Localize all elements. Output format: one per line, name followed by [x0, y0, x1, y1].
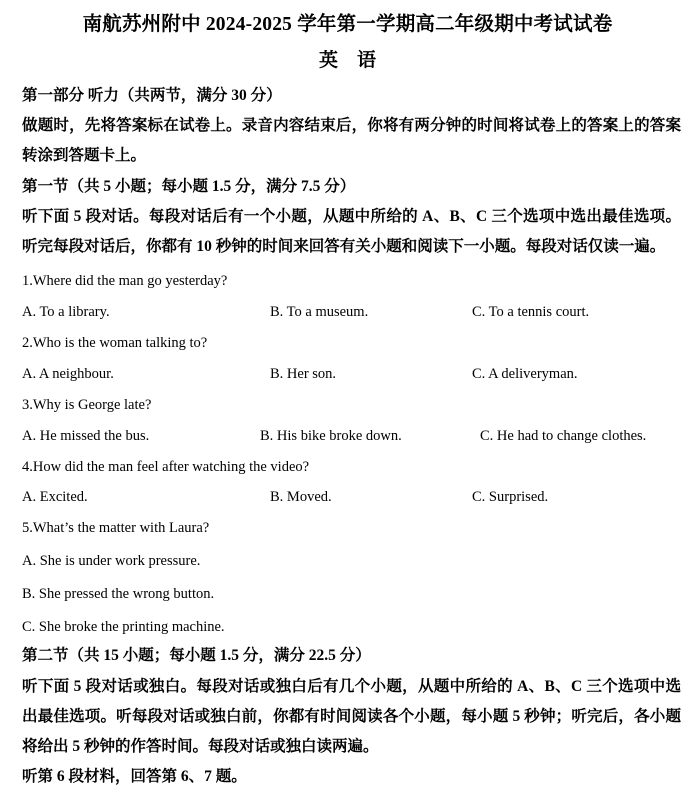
option-b[interactable]: B. She pressed the wrong button. [22, 585, 215, 602]
option-c[interactable]: C. Surprised. [472, 489, 549, 506]
section-one-instruction: 听下面 5 段对话。每段对话后有一个小题，从题中所给的 A、B、C 三个选项中选出最佳选项。听完每段对话后，你都有 10 秒钟的时间来回答有关小题和阅读下一小题。每段对话仅读一遍。 [22, 207, 681, 256]
option-row [22, 293, 681, 324]
section-one-heading: 第一节（共 5 小题；每小题 1.5 分，满分 7.5 分） [22, 177, 356, 195]
exam-page [0, 12, 695, 802]
part-one-heading: 第一部分 听力（共两节，满分 30 分） [22, 87, 282, 105]
option-b[interactable]: B. Moved. [270, 489, 332, 506]
option-a[interactable]: A. Excited. [22, 489, 88, 506]
question-stem: 5.What’s the matter with Laura? [22, 520, 210, 537]
option-a[interactable]: A. A neighbour. [22, 365, 114, 382]
subject-title: 英 语 [318, 50, 376, 72]
section-two-heading: 第二节（共 15 小题；每小题 1.5 分，满分 22.5 分） [22, 647, 371, 665]
material-note: 听第 6 段材料，回答第 6、7 题。 [22, 768, 247, 786]
option-row [22, 355, 681, 386]
option-a[interactable]: A. To a library. [22, 304, 110, 321]
question-stem: 1.Where did the man go yesterday? [22, 273, 228, 290]
page-title: 南航苏州附中 2024-2025 学年第一学期高二年级期中考试试卷 [82, 14, 613, 35]
option-b[interactable]: B. Her son. [270, 365, 337, 382]
option-b[interactable]: B. To a museum. [270, 304, 369, 321]
part-one-instruction: 做题时，先将答案标在试卷上。录音内容结束后，你将有两分钟的时间将试卷上的答案上的答案转涂到答题卡上。 [22, 117, 681, 165]
question-stem: 3.Why is George late? [22, 396, 152, 413]
option-a[interactable]: A. She is under work pressure. [22, 553, 201, 570]
option-c[interactable]: C. To a tennis court. [472, 304, 590, 321]
option-c[interactable]: C. She broke the printing machine. [22, 618, 225, 635]
document-body [0, 74, 695, 792]
option-b[interactable]: B. His bike broke down. [260, 427, 402, 444]
option-row [22, 417, 681, 448]
option-a[interactable]: A. He missed the bus. [22, 427, 150, 444]
question-stem: 4.How did the man feel after watching the video? [22, 458, 310, 475]
section-two-instruction: 听下面 5 段对话或独白。每段对话或独白后有几个小题，从题中所给的 A、B、C 三个选项中选出最佳选项。听每段对话或独白前，你都有时间阅读各个小题，每小题 5 秒钟；听完后，各小题将给出 5 秒钟的作答时间。每段对话或独白读两遍。 [22, 677, 681, 755]
option-c[interactable]: C. He had to change clothes. [480, 427, 647, 444]
option-row [22, 478, 681, 509]
question-stem: 2.Who is the woman talking to? [22, 335, 208, 352]
option-c[interactable]: C. A deliveryman. [472, 365, 578, 382]
